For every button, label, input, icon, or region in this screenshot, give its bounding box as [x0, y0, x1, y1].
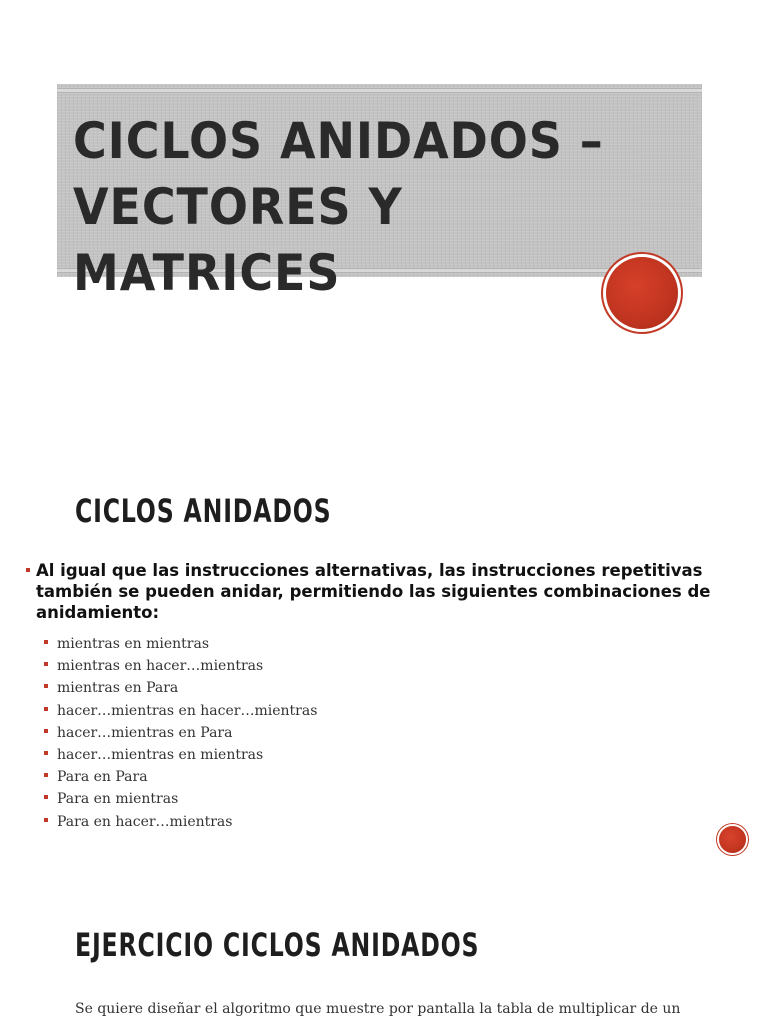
title-slide — [0, 0, 768, 420]
list-item-text: hacer…mientras en hacer…mientras — [57, 702, 318, 719]
slide-title-line-2: VECTORES Y MATRICES — [73, 178, 403, 302]
bullet-marker-icon — [44, 684, 48, 688]
list-item — [44, 722, 317, 744]
bullet-marker-icon — [44, 707, 48, 711]
list-item-text: Para en mientras — [57, 791, 179, 808]
list-item-text: mientras en hacer…mientras — [57, 658, 264, 675]
bullet-marker-icon — [44, 640, 48, 644]
title-banner — [57, 84, 702, 302]
list-item-text: Para en hacer…mientras — [57, 813, 233, 830]
section-heading: CICLOS ANIDADOS — [75, 492, 332, 530]
intro-text: Al igual que las instrucciones alternativas, las instrucciones repetitivas también se pueden anidar, permitiendo las siguientes combinaciones de anidamiento: — [36, 561, 711, 622]
list-item-text: hacer…mientras en mientras — [57, 747, 264, 764]
bullet-marker-icon — [44, 773, 48, 777]
list-item-text: hacer…mientras en Para — [57, 724, 233, 741]
bullet-marker-icon — [44, 662, 48, 666]
bullet-marker-icon — [26, 568, 30, 572]
list-item — [44, 633, 317, 655]
bullet-marker-icon — [44, 795, 48, 799]
bullet-marker-icon — [44, 729, 48, 733]
list-item — [44, 744, 317, 766]
decorative-red-circle — [606, 257, 678, 329]
bullet-marker-icon — [44, 751, 48, 755]
intro-bullet — [26, 560, 746, 623]
combinations-list — [44, 633, 317, 833]
list-item — [44, 766, 317, 788]
list-item-text: mientras en mientras — [57, 636, 210, 652]
list-item-text: Para en Para — [57, 769, 148, 786]
decorative-red-dot — [719, 826, 746, 853]
nested-loops-slide — [0, 420, 768, 860]
exercise-slide — [0, 860, 768, 1024]
list-item — [44, 788, 317, 810]
banner-top-edge — [57, 88, 702, 93]
list-item — [44, 700, 317, 722]
list-item — [44, 655, 317, 677]
exercise-text: Se quiere diseñar el algoritmo que muestre por pantalla la tabla de multiplicar de un — [75, 1001, 681, 1017]
slide-title — [73, 108, 643, 306]
section-heading: EJERCICIO CICLOS ANIDADOS — [75, 926, 480, 964]
bullet-marker-icon — [44, 818, 48, 822]
list-item-text: mientras en Para — [57, 680, 179, 697]
list-item — [44, 811, 317, 833]
slide-title-line-1: CICLOS ANIDADOS – — [73, 112, 604, 170]
list-item — [44, 677, 317, 699]
